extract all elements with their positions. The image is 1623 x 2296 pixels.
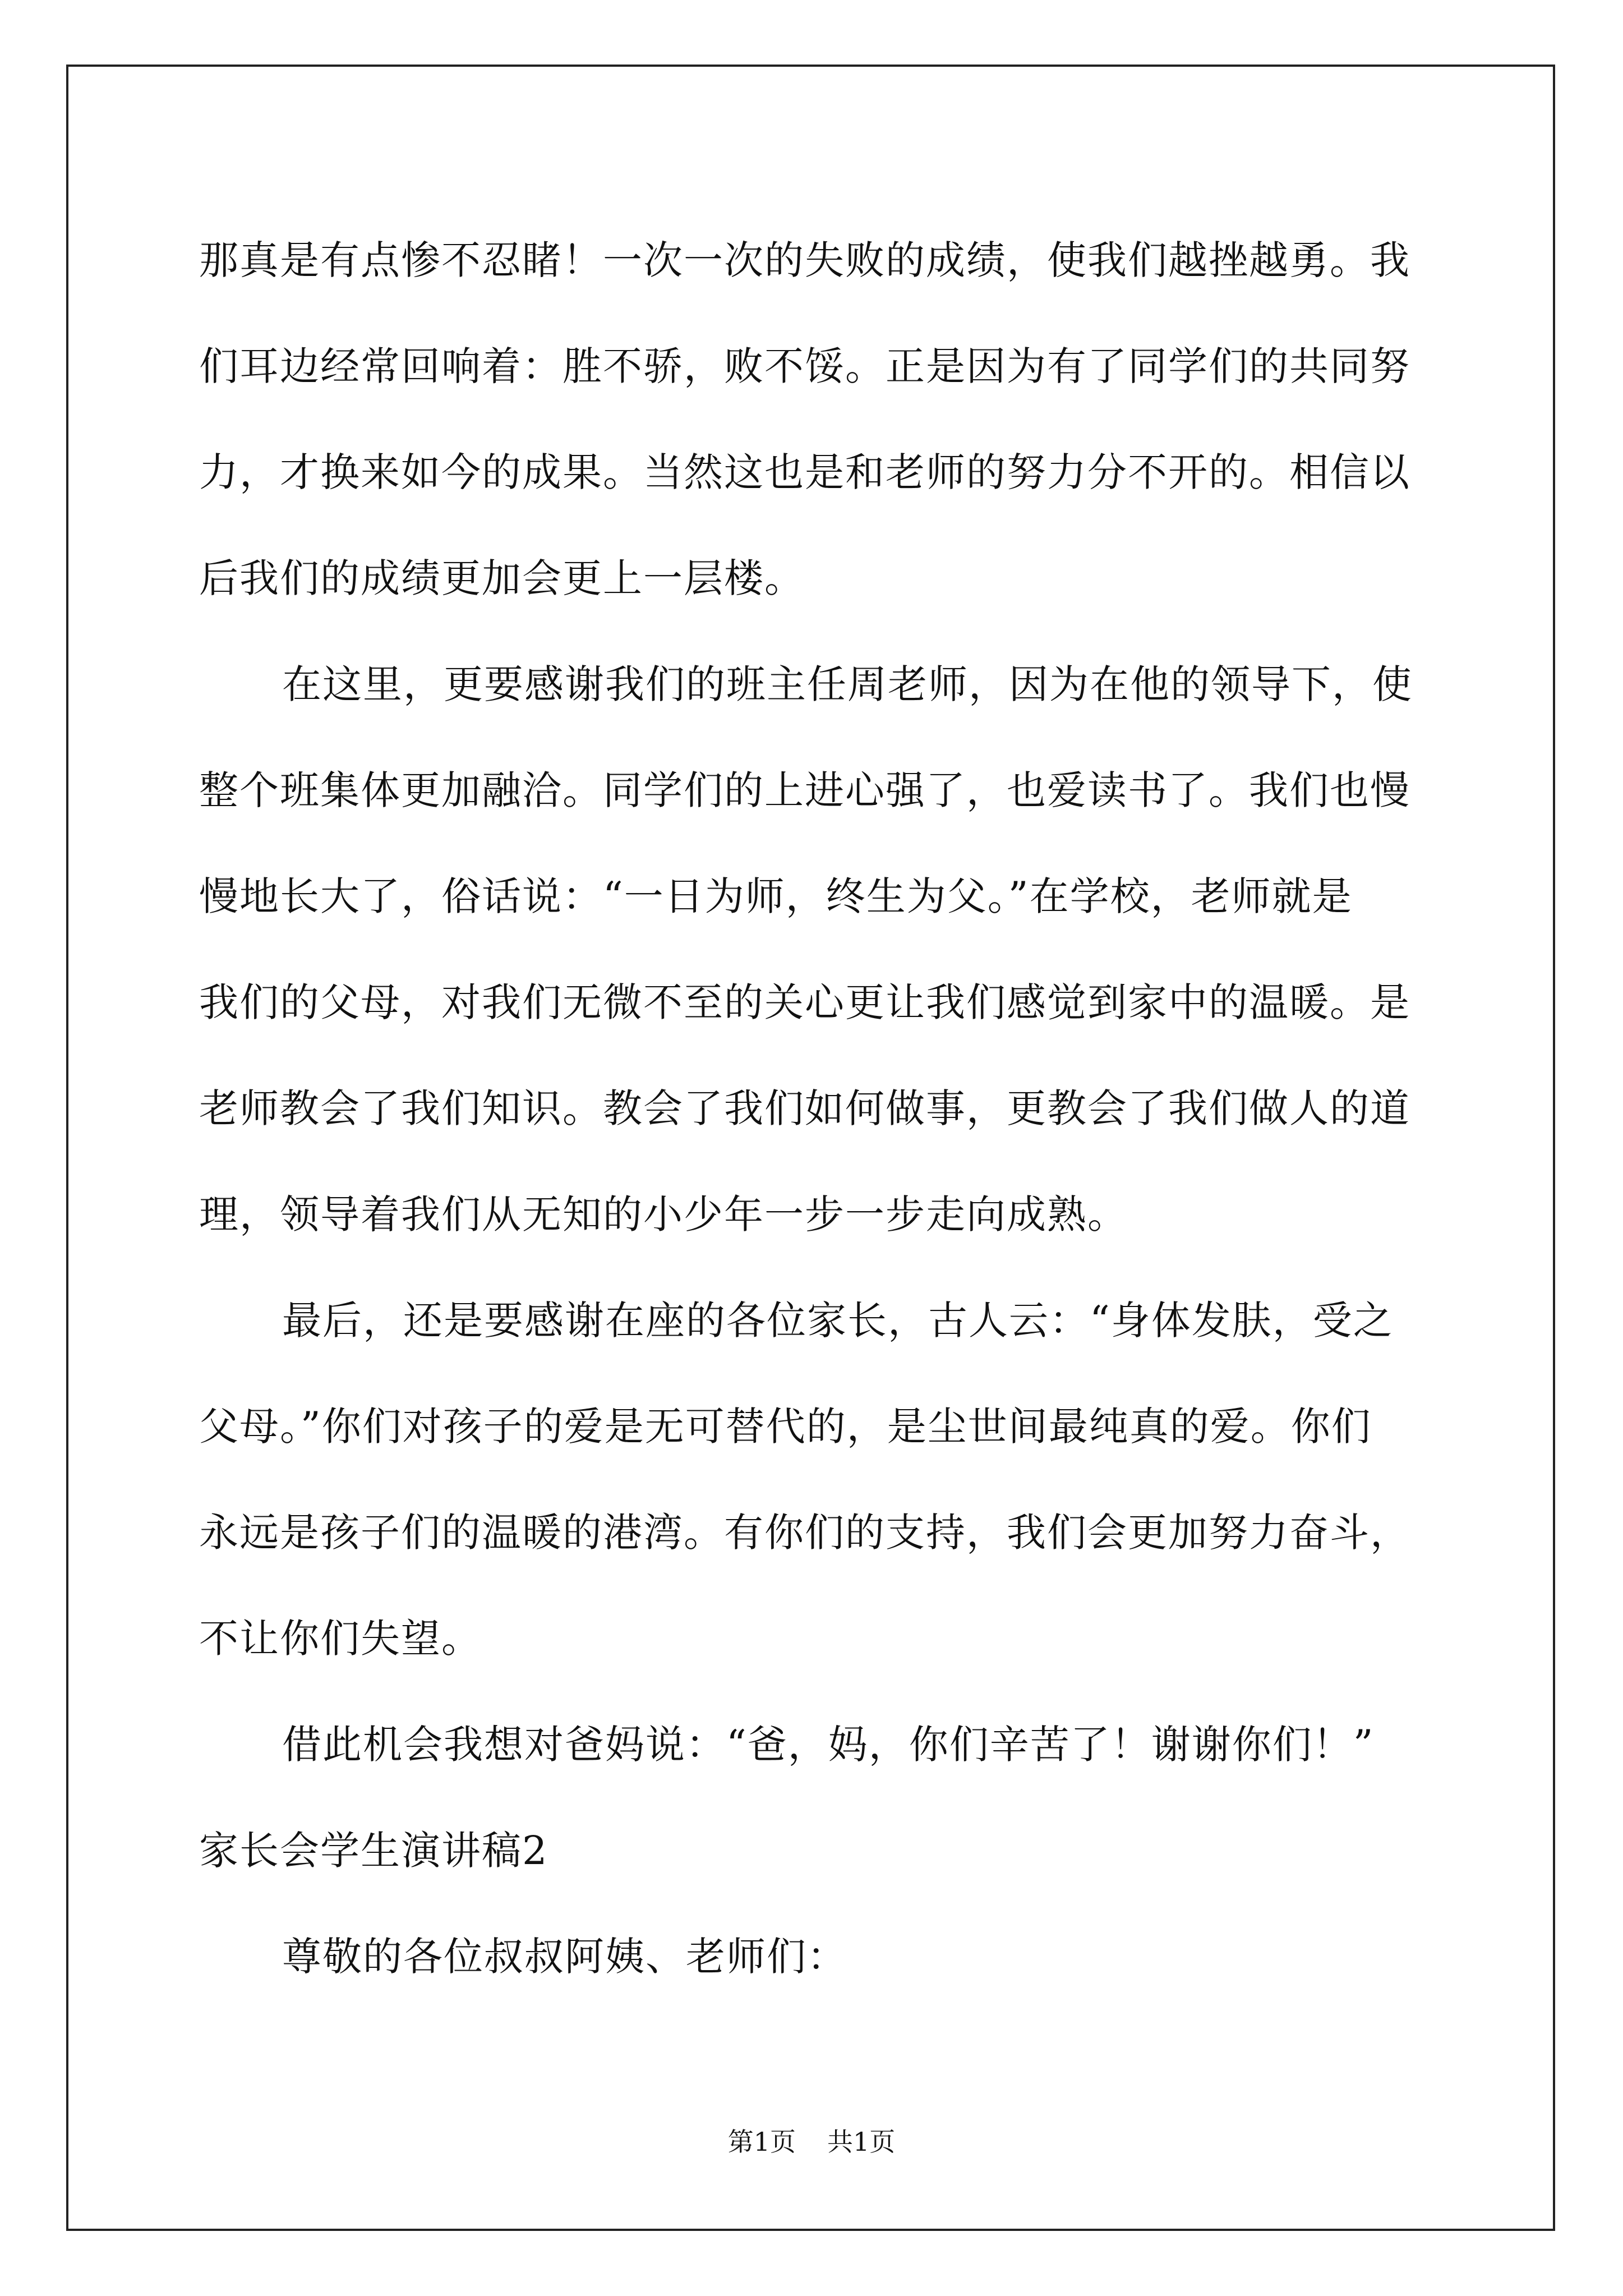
document-body bbox=[199, 208, 1427, 2010]
body-line: 不让你们失望。 bbox=[199, 1616, 482, 1662]
body-line: 永远是孩子们的温暖的港湾。有你们的支持，我们会更加努力奋斗， bbox=[199, 1510, 1410, 1556]
paragraph-first-line: 借此机会我想对爸妈说：“爸，妈，你们辛苦了！谢谢你们！” bbox=[282, 1722, 1375, 1768]
page-number-total: 共1页 bbox=[827, 2127, 896, 2157]
body-line: 慢地长大了，俗话说：“一日为师，终生为父。”在学校，老师就是 bbox=[199, 873, 1353, 919]
salutation-line: 尊敬的各位叔叔阿姨、老师们： bbox=[282, 1934, 847, 1980]
body-line: 整个班集体更加融洽。同学们的上进心强了，也爱读书了。我们也慢 bbox=[199, 767, 1410, 813]
page-footer bbox=[0, 2125, 1623, 2159]
page-number-current: 第1页 bbox=[727, 2127, 796, 2157]
body-line: 父母。”你们对孩子的爱是无可替代的，是尘世间最纯真的爱。你们 bbox=[199, 1404, 1372, 1450]
paragraph-first-line: 在这里，更要感谢我们的班主任周老师，因为在他的领导下，使 bbox=[282, 661, 1413, 707]
body-line: 那真是有点惨不忍睹！一次一次的失败的成绩，使我们越挫越勇。我 bbox=[199, 237, 1410, 283]
body-line: 们耳边经常回响着：胜不骄，败不馁。正是因为有了同学们的共同努 bbox=[199, 343, 1410, 389]
section-heading: 家长会学生演讲稿2 bbox=[199, 1828, 548, 1874]
body-line: 后我们的成绩更加会更上一层楼。 bbox=[199, 555, 805, 601]
body-line: 力，才换来如今的成果。当然这也是和老师的努力分不开的。相信以 bbox=[199, 449, 1410, 495]
body-line: 我们的父母，对我们无微不至的关心更让我们感觉到家中的温暖。是 bbox=[199, 979, 1410, 1025]
paragraph-first-line: 最后，还是要感谢在座的各位家长，古人云：“身体发肤，受之 bbox=[282, 1297, 1394, 1343]
body-line: 老师教会了我们知识。教会了我们如何做事，更教会了我们做人的道 bbox=[199, 1085, 1410, 1131]
body-line: 理，领导着我们从无知的小少年一步一步走向成熟。 bbox=[199, 1191, 1128, 1237]
